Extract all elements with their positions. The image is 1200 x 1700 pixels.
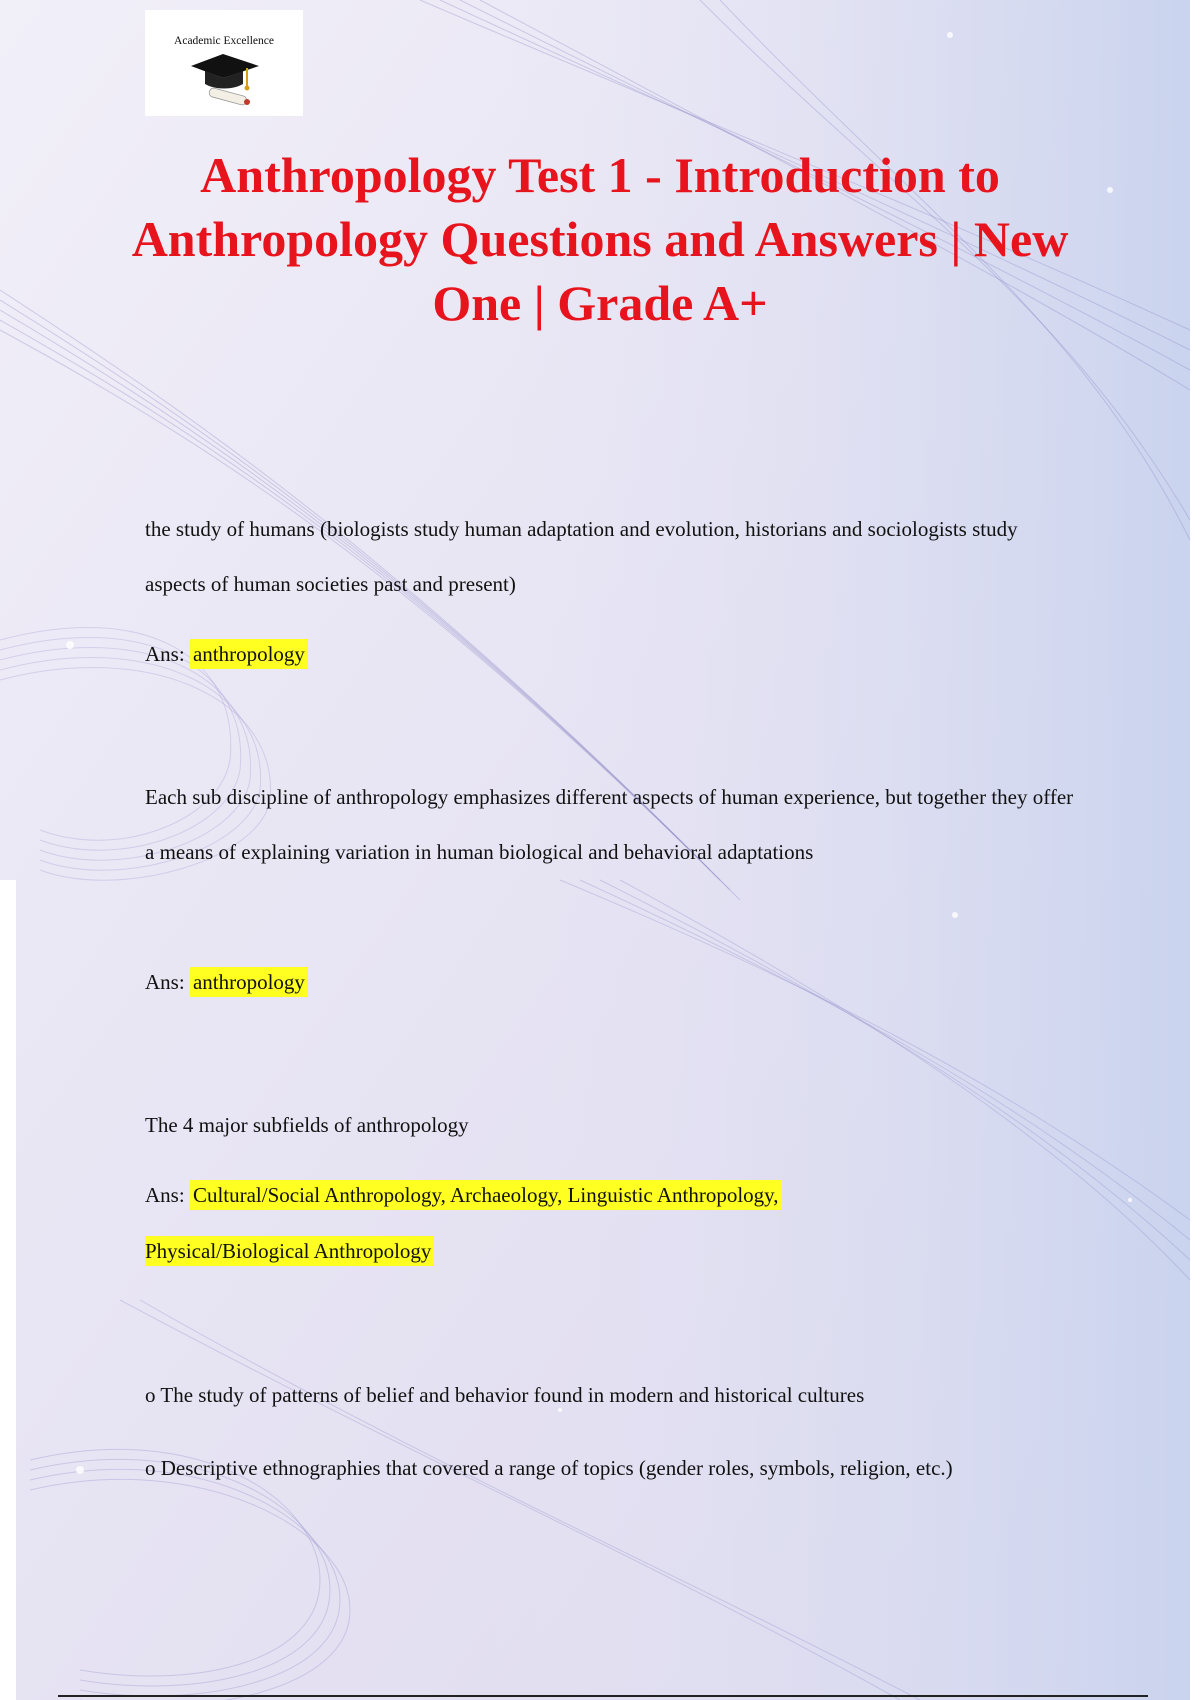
graduation-cap-icon xyxy=(187,52,265,110)
bullet-item: o Descriptive ethnographies that covered a range of topics (gender roles, symbols, religion, etc.) xyxy=(145,1456,953,1480)
page-bottom-rule xyxy=(58,1695,1148,1697)
academic-excellence-logo xyxy=(145,10,303,116)
answer-continuation xyxy=(145,1224,434,1279)
answer-highlight: anthropology xyxy=(190,967,308,997)
document-title: Anthropology Test 1 - Introduction to Anthropology Questions and Answers | New One | Grade A+ xyxy=(131,147,1069,331)
answer-line xyxy=(145,955,308,1010)
answer-prefix: Ans: xyxy=(145,1183,185,1207)
answer-highlight: anthropology xyxy=(190,639,308,669)
answer-prefix: Ans: xyxy=(145,970,185,994)
logo-text: Academic Excellence xyxy=(174,35,274,47)
question-text: The 4 major subfields of anthropology xyxy=(145,1113,469,1137)
answer-line xyxy=(145,1168,782,1223)
question-text: the study of humans (biologists study human adaptation and evolution, historians and sociologists study aspects of human societies past and present) xyxy=(145,517,1018,596)
answer-highlight: Physical/Biological Anthropology xyxy=(145,1236,434,1266)
answer-highlight: Cultural/Social Anthropology, Archaeology, Linguistic Anthropology, xyxy=(190,1180,782,1210)
answer-prefix: Ans: xyxy=(145,642,185,666)
question-text: Each sub discipline of anthropology emphasizes different aspects of human experience, but together they offer a means of explaining variation in human biological and behavioral adaptations xyxy=(145,785,1074,864)
answer-line xyxy=(145,627,308,682)
bullet-item: o The study of patterns of belief and behavior found in modern and historical cultures xyxy=(145,1383,865,1407)
